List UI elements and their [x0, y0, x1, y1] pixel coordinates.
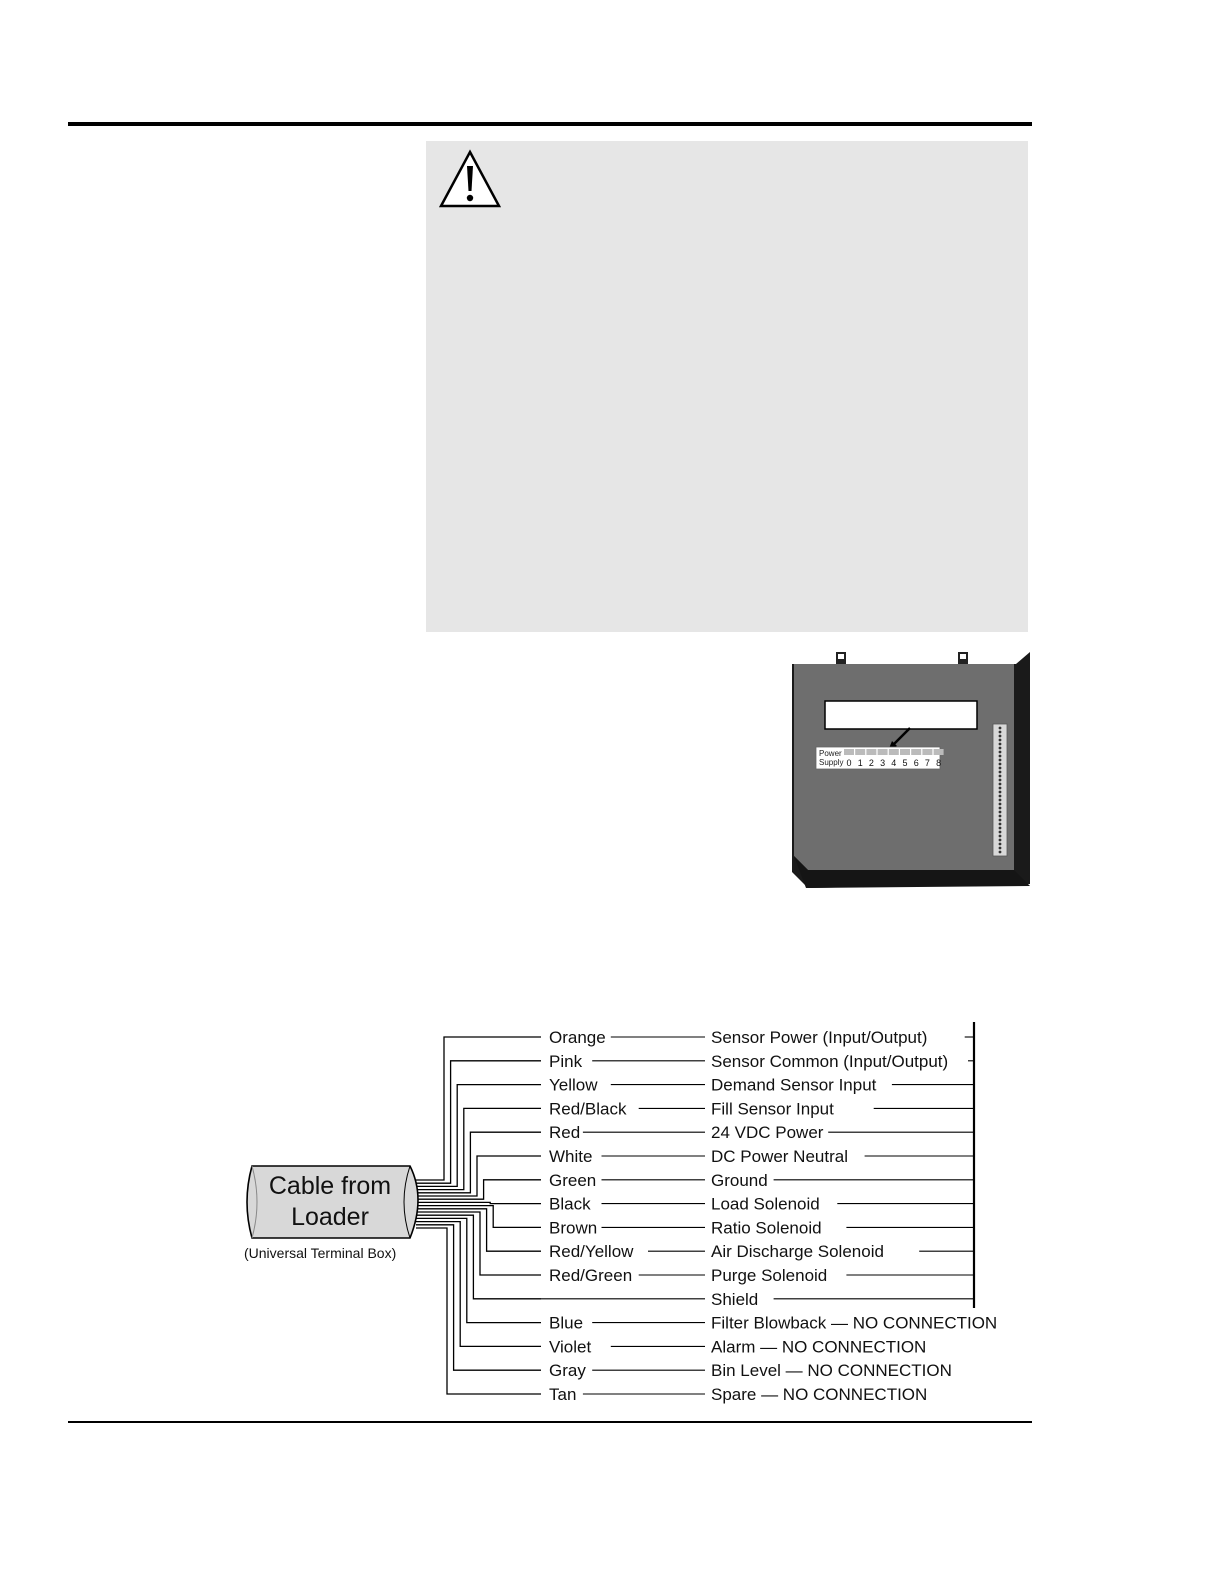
cable-label-line2: Loader: [291, 1203, 369, 1231]
wiring-diagram: [238, 1018, 1028, 1410]
terminal-pin: [999, 795, 1002, 798]
wire-function: Filter Blowback — NO CONNECTION: [711, 1313, 998, 1333]
wire-function: Demand Sensor Input: [711, 1075, 877, 1095]
wire-row: [549, 1123, 974, 1142]
terminal-pin: [999, 771, 1002, 774]
terminal-pin: [999, 843, 1002, 846]
terminal-pin: [999, 731, 1002, 734]
terminal-pin: [999, 755, 1002, 758]
wire-fan: [416, 1037, 541, 1394]
wire-line: [416, 1228, 541, 1394]
wire-rows: [541, 1028, 997, 1404]
wire-color: Orange: [549, 1028, 606, 1047]
slot-number: 6: [913, 758, 919, 768]
slot-number: 1: [857, 758, 863, 768]
power-supply-label: Power: [819, 749, 842, 758]
slot-header: [900, 749, 910, 755]
wire-row: [549, 1242, 974, 1261]
warning-triangle-icon: [438, 149, 502, 209]
wire-color: Blue: [549, 1313, 584, 1333]
terminal-pin: [999, 767, 1002, 770]
slot-number: 8: [936, 758, 942, 768]
wire-line: [416, 1218, 541, 1322]
terminal-pin: [999, 739, 1002, 742]
wire-row: [549, 1052, 974, 1071]
wire-color: Black: [549, 1194, 591, 1214]
terminal-box-illustration: [786, 648, 1030, 890]
wire-color: White: [549, 1147, 593, 1166]
terminal-pin: [999, 783, 1002, 786]
slot-header: [866, 749, 876, 755]
wire-function: Spare — NO CONNECTION: [711, 1385, 928, 1404]
wire-function: DC Power Neutral: [711, 1147, 848, 1166]
warning-panel: [426, 141, 1028, 632]
terminal-pin: [999, 819, 1002, 822]
slot-header: [878, 749, 888, 755]
slot-number: 3: [880, 758, 886, 768]
wire-color: Red: [549, 1123, 581, 1143]
slot-header: [855, 749, 865, 755]
wire-function: Ground: [711, 1170, 768, 1190]
terminal-pin: [999, 839, 1002, 842]
terminal-pin: [999, 763, 1002, 766]
wire-function: Load Solenoid: [711, 1194, 820, 1214]
cable-caption: (Universal Terminal Box): [244, 1245, 397, 1261]
wire-row: [549, 1218, 974, 1237]
terminal-pin: [999, 803, 1002, 806]
terminal-pin: [999, 747, 1002, 750]
terminal-pin: [999, 827, 1002, 830]
svg-text:Supply: Supply: [819, 758, 844, 767]
wire-row: [549, 1028, 974, 1047]
wire-function: Air Discharge Solenoid: [711, 1242, 884, 1262]
wire-line: [416, 1202, 541, 1203]
cable-label-line1: Cable from: [268, 1172, 392, 1200]
slot-header: [911, 749, 921, 755]
terminal-pin: [999, 743, 1002, 746]
wire-color: Violet: [549, 1337, 592, 1357]
terminal-pin: [999, 751, 1002, 754]
terminal-pin: [999, 727, 1002, 730]
wire-row: [549, 1361, 952, 1380]
wire-row: [549, 1171, 974, 1190]
terminal-pin: [999, 847, 1002, 850]
wire-color: Yellow: [549, 1075, 598, 1095]
terminal-pin: [999, 815, 1002, 818]
wire-function: Sensor Common (Input/Output): [711, 1051, 949, 1071]
slot-number: 7: [924, 758, 930, 768]
slot-header: [934, 749, 944, 755]
wire-color: Tan: [549, 1385, 577, 1404]
wire-color: Brown: [549, 1218, 598, 1238]
slot-number-row: [844, 749, 944, 768]
wire-color: Red/Black: [549, 1099, 627, 1119]
wire-line: [416, 1222, 541, 1347]
wire-line: [416, 1225, 541, 1370]
wire-row: [549, 1195, 974, 1214]
terminal-pin: [999, 791, 1002, 794]
wire-color: Gray: [549, 1361, 586, 1381]
wire-function: Sensor Power (Input/Output): [711, 1028, 928, 1047]
terminal-pin: [999, 775, 1002, 778]
bottom-rule: [68, 1421, 1032, 1423]
wire-line: [416, 1085, 541, 1187]
wire-color: Red/Yellow: [549, 1242, 634, 1262]
wire-color: Red/Green: [549, 1266, 633, 1285]
terminal-pin: [999, 735, 1002, 738]
wire-function: Alarm — NO CONNECTION: [711, 1337, 927, 1357]
wire-function: 24 VDC Power: [711, 1123, 824, 1143]
terminal-pin: [999, 835, 1002, 838]
slot-number: 0: [846, 758, 852, 768]
terminal-pin: [999, 823, 1002, 826]
terminal-pin: [999, 851, 1002, 854]
wire-row: [549, 1266, 974, 1285]
terminal-pin: [999, 799, 1002, 802]
wire-function: Ratio Solenoid: [711, 1218, 822, 1238]
wire-line: [416, 1061, 541, 1183]
wire-function: Fill Sensor Input: [711, 1099, 834, 1119]
slot-number: 2: [868, 758, 874, 768]
wire-row: [549, 1385, 927, 1404]
wire-row: [549, 1076, 974, 1095]
top-rule: [68, 122, 1032, 126]
wire-row: [549, 1147, 974, 1166]
wire-row: [549, 1099, 974, 1118]
terminal-pin: [999, 759, 1002, 762]
wire-row: [549, 1314, 997, 1333]
slot-header: [922, 749, 932, 755]
wire-function: Bin Level — NO CONNECTION: [711, 1361, 952, 1381]
terminal-pin: [999, 787, 1002, 790]
terminal-pin: [999, 807, 1002, 810]
terminal-pin: [999, 811, 1002, 814]
wire-line: [416, 1108, 541, 1189]
terminal-pin: [999, 831, 1002, 834]
wire-color: Green: [549, 1170, 597, 1190]
slot-number: 4: [891, 758, 897, 768]
wire-row: [541, 1290, 974, 1309]
wire-color: Pink: [549, 1051, 583, 1071]
wire-function: Purge Solenoid: [711, 1266, 828, 1285]
slot-header: [889, 749, 899, 755]
wire-function: Shield: [711, 1289, 759, 1309]
slot-header: [844, 749, 854, 755]
terminal-pin: [999, 779, 1002, 782]
cable-from-loader: [247, 1166, 418, 1238]
wire-row: [549, 1337, 926, 1356]
slot-number: 5: [902, 758, 908, 768]
